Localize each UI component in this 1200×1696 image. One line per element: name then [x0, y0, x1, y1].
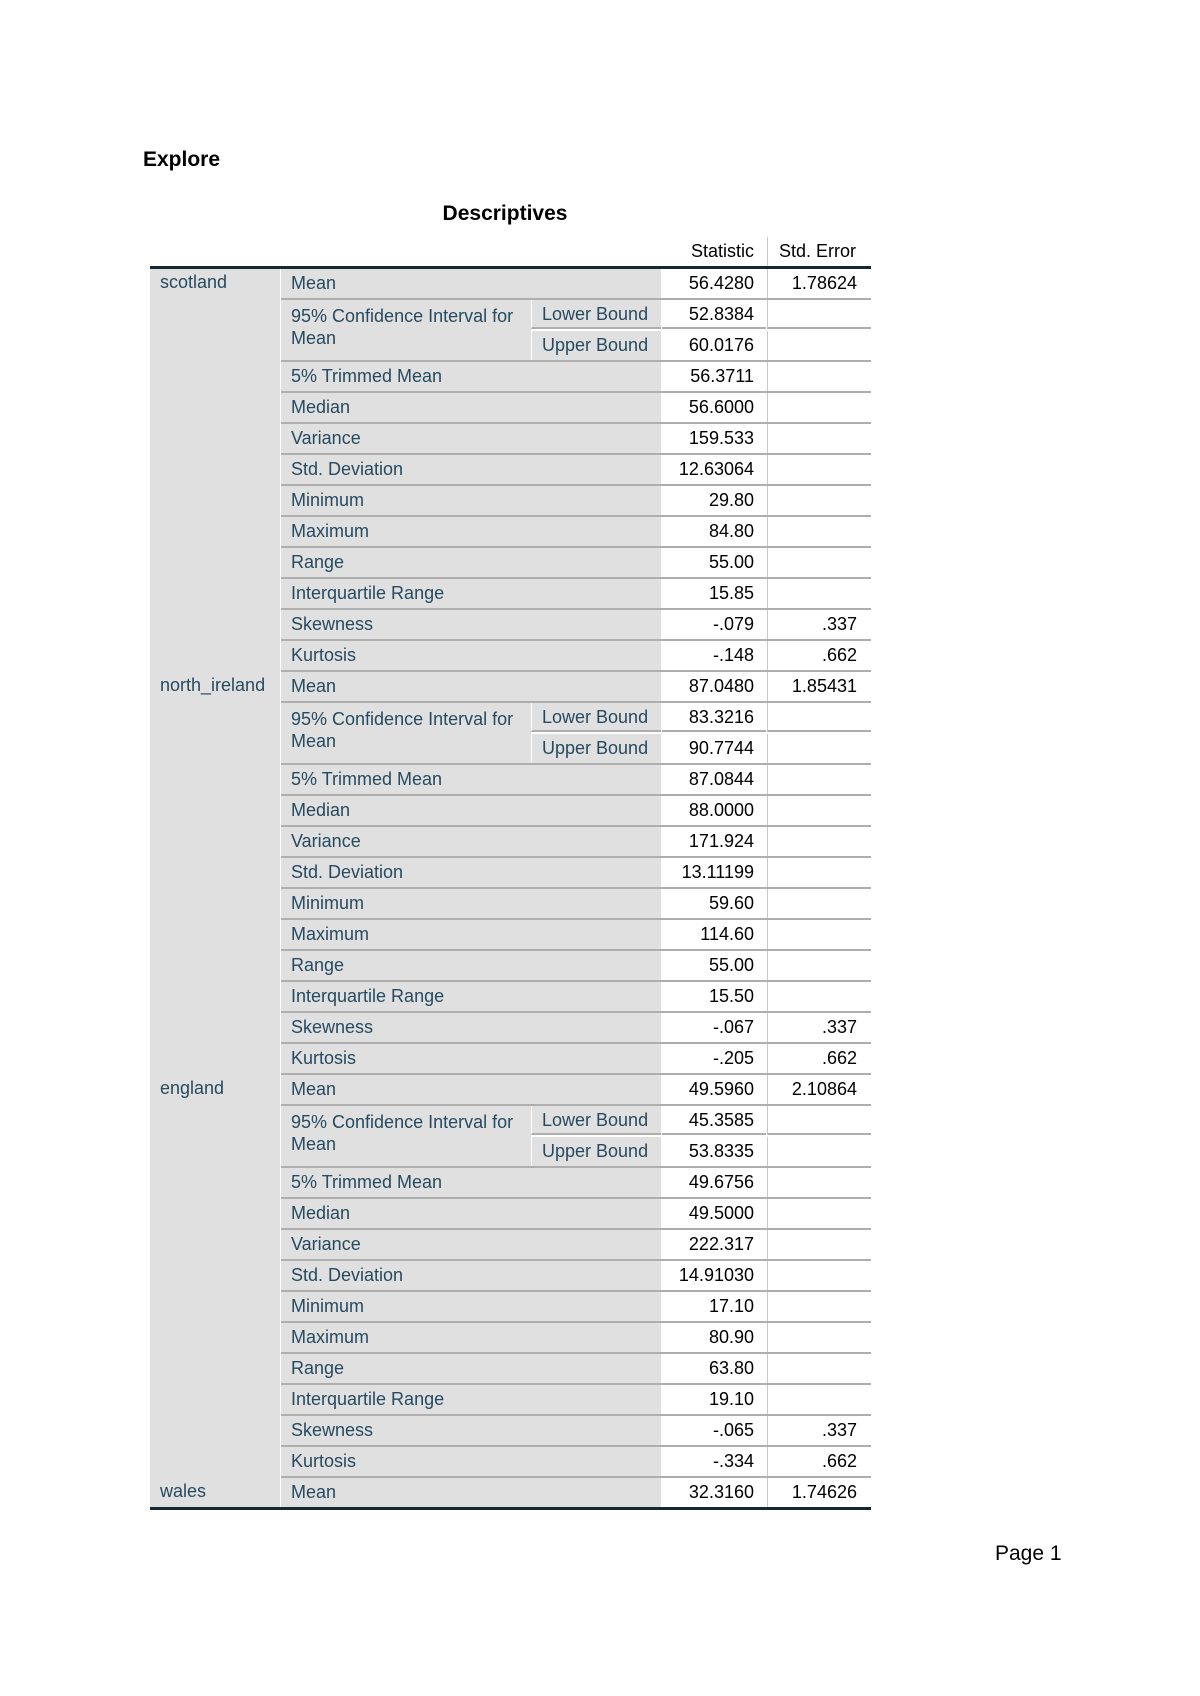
std-error-value	[767, 765, 871, 794]
row-label: Skewness	[281, 1013, 661, 1042]
std-error-value	[767, 1230, 871, 1259]
row-label: Maximum	[281, 920, 661, 949]
row-label: Kurtosis	[281, 641, 661, 670]
table-row	[281, 579, 871, 610]
std-error-value	[767, 455, 871, 484]
std-error-value	[767, 331, 871, 360]
row-label: Interquartile Range	[281, 579, 661, 608]
std-error-value	[767, 579, 871, 608]
row-label: Median	[281, 1199, 661, 1228]
group-label	[150, 1075, 281, 1478]
std-error-value: .337	[767, 610, 871, 639]
descriptives-table	[150, 237, 875, 1502]
statistic-value: 55.00	[662, 951, 766, 980]
row-label: Interquartile Range	[281, 1385, 661, 1414]
row-label: 5% Trimmed Mean	[281, 362, 661, 391]
statistic-value: 29.80	[662, 486, 766, 515]
std-error-value: .662	[767, 1044, 871, 1073]
std-error-value	[767, 703, 871, 732]
sub-label-upper: Upper Bound	[531, 331, 661, 360]
table-row	[281, 1354, 871, 1385]
statistic-value: 17.10	[662, 1292, 766, 1321]
table-bottom-rule	[150, 1507, 871, 1510]
statistic-value: -.065	[662, 1416, 766, 1445]
row-label: Mean	[281, 1075, 661, 1104]
sub-label-lower: Lower Bound	[531, 1106, 661, 1135]
statistic-value: 171.924	[662, 827, 766, 856]
row-label: Range	[281, 951, 661, 980]
statistic-value: 55.00	[662, 548, 766, 577]
std-error-value	[767, 1137, 871, 1166]
std-error-value	[767, 827, 871, 856]
table-row	[281, 1230, 871, 1261]
row-label: Interquartile Range	[281, 982, 661, 1011]
statistic-value: 56.3711	[662, 362, 766, 391]
table-row	[281, 548, 871, 579]
std-error-value	[767, 300, 871, 329]
std-error-value	[767, 889, 871, 918]
table-row	[281, 858, 871, 889]
statistic-value: 53.8335	[662, 1137, 766, 1166]
table-row	[281, 610, 871, 641]
statistic-value: -.205	[662, 1044, 766, 1073]
row-label: Kurtosis	[281, 1447, 661, 1476]
std-error-value	[767, 1385, 871, 1414]
sub-label-upper: Upper Bound	[531, 1137, 661, 1166]
statistic-value: 52.8384	[662, 300, 766, 329]
group-name: scotland	[160, 272, 228, 292]
std-error-value: .662	[767, 641, 871, 670]
row-label: Variance	[281, 424, 661, 453]
group-name: england	[160, 1078, 225, 1098]
std-error-value	[767, 1354, 871, 1383]
row-label: 5% Trimmed Mean	[281, 765, 661, 794]
sub-label-lower: Lower Bound	[531, 703, 661, 732]
row-label: Maximum	[281, 1323, 661, 1352]
group-name: north_ireland	[160, 675, 266, 695]
statistic-value: 15.50	[662, 982, 766, 1011]
statistic-value: 49.5000	[662, 1199, 766, 1228]
statistic-value: 222.317	[662, 1230, 766, 1259]
std-error-value	[767, 548, 871, 577]
table-row	[281, 1292, 871, 1323]
table-row	[281, 641, 871, 672]
row-label: 95% Confidence Interval for Mean	[281, 1106, 531, 1166]
statistic-value: 84.80	[662, 517, 766, 546]
std-error-value	[767, 920, 871, 949]
table-row-ci	[281, 703, 871, 765]
table-row	[281, 269, 871, 300]
row-label: Std. Deviation	[281, 858, 661, 887]
page-heading: Explore	[143, 148, 221, 171]
row-label: Mean	[281, 672, 661, 701]
table-row	[281, 1416, 871, 1447]
table-row	[281, 424, 871, 455]
statistic-value: 14.91030	[662, 1261, 766, 1290]
table-row	[281, 1044, 871, 1075]
table-row-ci	[281, 1106, 871, 1168]
row-label: Minimum	[281, 889, 661, 918]
std-error-value	[767, 1323, 871, 1352]
statistic-value: 49.5960	[662, 1075, 766, 1104]
group-label	[150, 269, 281, 672]
std-error-value	[767, 393, 871, 422]
row-label: 95% Confidence Interval for Mean	[281, 703, 531, 763]
std-error-value	[767, 1168, 871, 1197]
std-error-value: .337	[767, 1013, 871, 1042]
row-label: Range	[281, 548, 661, 577]
row-label: Kurtosis	[281, 1044, 661, 1073]
table-header-row	[150, 237, 875, 266]
statistic-value: 13.11199	[662, 858, 766, 887]
statistic-value: 19.10	[662, 1385, 766, 1414]
row-label: Mean	[281, 269, 661, 298]
table-row	[281, 951, 871, 982]
table-row	[281, 1199, 871, 1230]
table-row	[281, 796, 871, 827]
table-row	[281, 1261, 871, 1292]
group-label	[150, 672, 281, 1075]
statistic-value: -.148	[662, 641, 766, 670]
std-error-value: .662	[767, 1447, 871, 1476]
table-row	[281, 362, 871, 393]
column-header-statistic: Statistic	[662, 237, 766, 266]
table-row	[281, 827, 871, 858]
table-row	[281, 1323, 871, 1354]
std-error-value	[767, 517, 871, 546]
sub-label-lower: Lower Bound	[531, 300, 661, 329]
row-label: 95% Confidence Interval for Mean	[281, 300, 531, 360]
table-title: Descriptives	[442, 202, 568, 225]
group-scotland	[150, 269, 871, 672]
std-error-value	[767, 1261, 871, 1290]
statistic-value: 56.4280	[662, 269, 766, 298]
sub-label-upper: Upper Bound	[531, 734, 661, 763]
table-row	[281, 455, 871, 486]
table-row	[281, 1013, 871, 1044]
statistic-value: 56.6000	[662, 393, 766, 422]
row-label: Skewness	[281, 1416, 661, 1445]
table-row	[281, 393, 871, 424]
statistic-value: 114.60	[662, 920, 766, 949]
std-error-value	[767, 362, 871, 391]
row-label: Minimum	[281, 1292, 661, 1321]
std-error-value	[767, 486, 871, 515]
statistic-value: 60.0176	[662, 331, 766, 360]
group-england	[150, 1075, 871, 1478]
table-row	[281, 1447, 871, 1478]
group-north-ireland	[150, 672, 871, 1075]
table-row	[281, 1478, 871, 1509]
std-error-value	[767, 1199, 871, 1228]
std-error-value	[767, 796, 871, 825]
table-row	[281, 1168, 871, 1199]
statistic-value: 45.3585	[662, 1106, 766, 1135]
std-error-value	[767, 858, 871, 887]
group-wales	[150, 1478, 871, 1509]
statistic-value: 90.7744	[662, 734, 766, 763]
std-error-value: 1.85431	[767, 672, 871, 701]
statistic-value: 59.60	[662, 889, 766, 918]
column-header-std-error: Std. Error	[767, 237, 870, 266]
std-error-value	[767, 424, 871, 453]
row-label: Median	[281, 393, 661, 422]
table-row	[281, 982, 871, 1013]
row-label: Variance	[281, 827, 661, 856]
row-label: Std. Deviation	[281, 1261, 661, 1290]
std-error-value	[767, 982, 871, 1011]
table-row	[281, 920, 871, 951]
group-label	[150, 1478, 281, 1509]
statistic-value: 12.63064	[662, 455, 766, 484]
std-error-value	[767, 1106, 871, 1135]
table-row-ci	[281, 300, 871, 362]
row-label: Skewness	[281, 610, 661, 639]
statistic-value: 15.85	[662, 579, 766, 608]
std-error-value: 1.78624	[767, 269, 871, 298]
page-number: Page 1	[995, 1542, 1062, 1565]
row-label: 5% Trimmed Mean	[281, 1168, 661, 1197]
group-name: wales	[160, 1481, 207, 1501]
table-row	[281, 517, 871, 548]
statistic-value: 32.3160	[662, 1478, 766, 1507]
table-row	[281, 1385, 871, 1416]
statistic-value: 159.533	[662, 424, 766, 453]
statistic-value: -.079	[662, 610, 766, 639]
statistic-value: 49.6756	[662, 1168, 766, 1197]
table-body	[150, 269, 871, 1510]
row-label: Std. Deviation	[281, 455, 661, 484]
statistic-value: -.334	[662, 1447, 766, 1476]
std-error-value: .337	[767, 1416, 871, 1445]
table-row	[281, 889, 871, 920]
statistic-value: 87.0480	[662, 672, 766, 701]
statistic-value: 83.3216	[662, 703, 766, 732]
std-error-value	[767, 1292, 871, 1321]
std-error-value: 2.10864	[767, 1075, 871, 1104]
statistic-value: 63.80	[662, 1354, 766, 1383]
statistic-value: 88.0000	[662, 796, 766, 825]
row-label: Minimum	[281, 486, 661, 515]
row-label: Maximum	[281, 517, 661, 546]
row-label: Median	[281, 796, 661, 825]
table-row	[281, 672, 871, 703]
statistic-value: 87.0844	[662, 765, 766, 794]
table-row	[281, 765, 871, 796]
std-error-value	[767, 951, 871, 980]
statistic-value: -.067	[662, 1013, 766, 1042]
table-row	[281, 1075, 871, 1106]
std-error-value: 1.74626	[767, 1478, 871, 1507]
row-label: Variance	[281, 1230, 661, 1259]
table-row	[281, 486, 871, 517]
row-label: Range	[281, 1354, 661, 1383]
statistic-value: 80.90	[662, 1323, 766, 1352]
row-label: Mean	[281, 1478, 661, 1507]
std-error-value	[767, 734, 871, 763]
